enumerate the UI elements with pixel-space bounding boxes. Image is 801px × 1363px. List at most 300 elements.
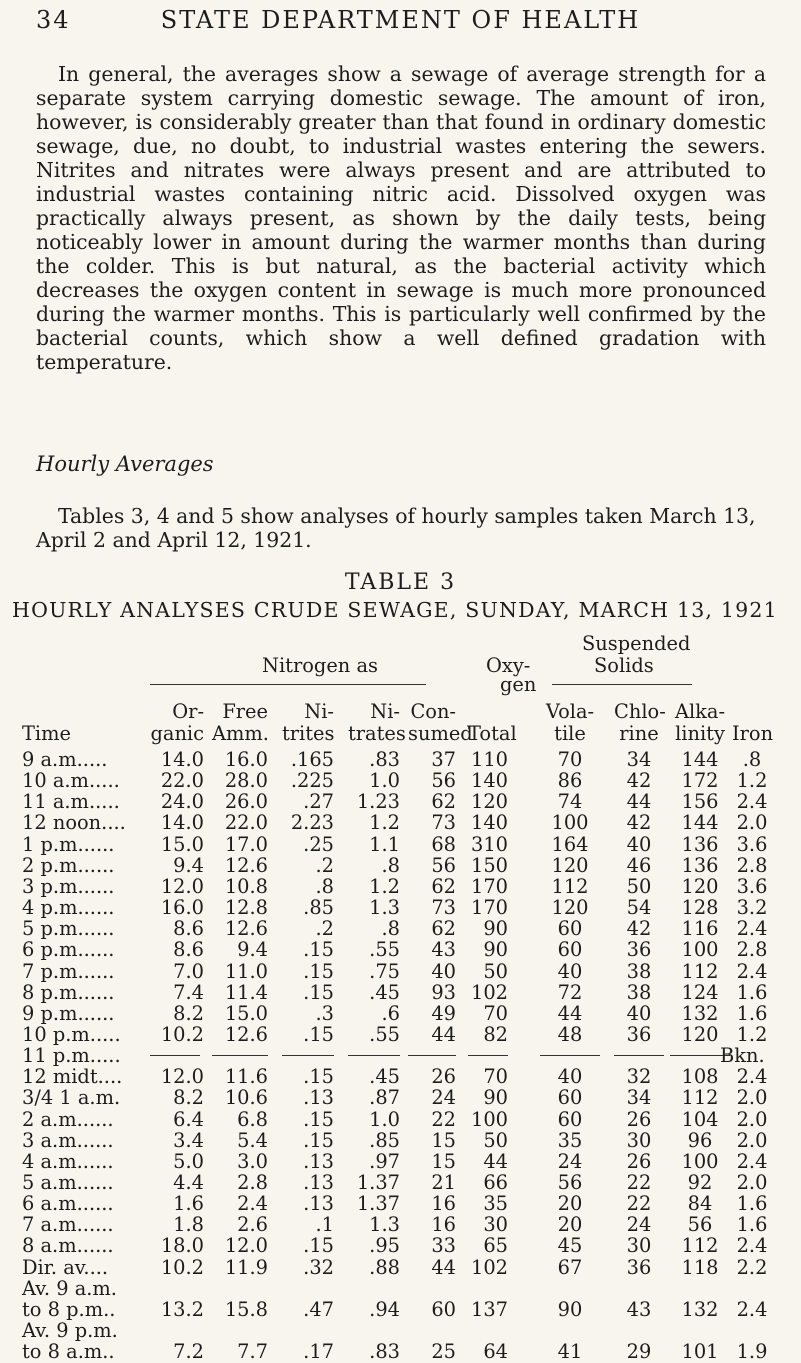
body-paragraph-2: Tables 3, 4 and 5 show analyses of hourly samples taken March 13, April 2 and April 12, 1921. [36,504,756,552]
cell-chlorine: 36 [626,1022,652,1046]
cell-total: 66 [483,1171,508,1194]
col-alkalinity-1: Alka- [674,700,726,723]
cell-ammonia: 26.0 [224,790,268,814]
cell-oxygen: 37 [431,748,456,771]
page-number: 34 [36,6,71,34]
cell-organic: 6.4 [173,1107,204,1131]
cell-iron: 2.8 [736,938,768,962]
cell-volatile: 60 [557,917,583,941]
cell-organic: 8.2 [173,1001,204,1025]
running-title: STATE DEPARTMENT OF HEALTH [160,6,641,34]
cell-organic: 4.4 [173,1171,204,1194]
cell-total: 90 [483,917,508,941]
row-time: 10 p.m..... [22,1022,121,1046]
col-iron: Iron [732,722,774,745]
cell-nitrates: 1.1 [369,832,400,856]
cell-iron: 2.0 [736,1171,768,1194]
cell-oxygen: 25 [431,1340,456,1363]
cell-total: 140 [470,811,508,835]
solids-group-header-2: Solids [594,654,654,677]
cell-ammonia: 3.0 [237,1149,268,1173]
cell-iron: 2.4 [736,959,768,983]
row-time: 3 a.m...... [22,1128,114,1152]
cell-ammonia: 16.0 [224,748,268,771]
cell-chlorine: 29 [626,1340,652,1363]
cell-nitrates: .83 [369,1340,400,1363]
cell-nitrates: 1.3 [369,1213,400,1237]
empty-cell-dash [150,1055,200,1056]
cell-nitrates: .85 [369,1128,400,1152]
cell-ammonia: 12.6 [224,1022,268,1046]
empty-cell-dash [282,1055,334,1056]
cell-nitrites: .47 [303,1297,334,1321]
cell-volatile: 24 [557,1149,583,1173]
cell-total: 44 [483,1149,508,1173]
cell-total: 64 [483,1340,508,1363]
cell-nitrates: .6 [381,1001,400,1025]
cell-volatile: 72 [557,980,583,1004]
broken-note: Bkn. [720,1044,765,1068]
cell-oxygen: 21 [431,1171,456,1194]
col-total: Total [468,722,517,745]
row-time: 4 p.m...... [22,896,115,920]
cell-alkalinity: 120 [681,1022,719,1046]
cell-chlorine: 38 [626,959,652,983]
cell-volatile: 56 [557,1171,583,1194]
row-time: 3/4 1 a.m. [22,1086,121,1110]
cell-nitrates: .55 [369,1022,400,1046]
cell-volatile: 44 [557,1001,583,1025]
cell-chlorine: 42 [626,811,652,835]
cell-oxygen: 15 [431,1128,456,1152]
cell-nitrites: .15 [303,1107,334,1131]
cell-organic: 12.0 [160,874,204,898]
cell-total: 140 [470,769,508,793]
cell-iron: 2.0 [736,1107,768,1131]
cell-oxygen: 49 [431,1001,456,1025]
cell-organic: 1.6 [173,1192,204,1216]
cell-total: 100 [470,1107,508,1131]
cell-oxygen: 26 [431,1065,456,1089]
cell-organic: 9.4 [173,853,204,877]
row-time: to 8 p.m.. [22,1297,116,1321]
cell-alkalinity: 112 [681,959,719,983]
section-subheading: Hourly Averages [36,452,214,476]
cell-iron: 2.4 [736,790,768,814]
cell-oxygen: 24 [431,1086,456,1110]
cell-total: 70 [483,1065,508,1089]
cell-alkalinity: 120 [681,874,719,898]
cell-chlorine: 34 [626,748,652,771]
cell-oxygen: 43 [431,938,456,962]
cell-alkalinity: 108 [681,1065,719,1089]
cell-alkalinity: 124 [681,980,719,1004]
cell-oxygen: 60 [431,1297,456,1321]
cell-nitrites: .2 [315,853,334,877]
cell-iron: 2.0 [736,811,768,835]
cell-oxygen: 73 [431,896,456,920]
col-ammonia-1: Free [222,700,268,723]
cell-volatile: 120 [551,896,589,920]
row-time: 2 p.m...... [22,853,115,877]
cell-nitrites: .27 [303,790,334,814]
cell-organic: 16.0 [160,896,204,920]
empty-cell-dash [540,1055,600,1056]
table-title: HOURLY ANALYSES CRUDE SEWAGE, SUNDAY, MARCH 13, 1921 [12,598,778,622]
cell-ammonia: 17.0 [224,832,268,856]
cell-oxygen: 56 [431,853,456,877]
cell-organic: 8.6 [173,938,204,962]
cell-alkalinity: 144 [681,811,719,835]
cell-oxygen: 44 [431,1255,456,1279]
cell-chlorine: 22 [626,1192,652,1216]
cell-nitrites: .8 [315,874,334,898]
cell-ammonia: 22.0 [224,811,268,835]
cell-alkalinity: 118 [681,1255,719,1279]
cell-alkalinity: 172 [681,769,719,793]
row-time: 5 a.m...... [22,1171,114,1194]
solids-group-header: Suspended [582,632,691,655]
cell-organic: 7.4 [173,980,204,1004]
col-oxygen-2: sumed [408,722,473,745]
col-organic-2: ganic [150,722,204,745]
cell-chlorine: 26 [626,1149,652,1173]
cell-ammonia: 7.7 [237,1340,268,1363]
cell-nitrates: 1.37 [356,1171,400,1194]
col-alkalinity-2: linity [675,722,725,745]
empty-cell-dash [614,1055,664,1056]
nitrogen-group-header: Nitrogen as [262,654,378,677]
cell-iron: 2.4 [736,1065,768,1089]
cell-iron: 2.8 [736,853,768,877]
cell-nitrites: .15 [303,1022,334,1046]
cell-volatile: 60 [557,1086,583,1110]
col-chlorine-2: rine [619,722,659,745]
cell-iron: 1.6 [736,1192,768,1216]
cell-oxygen: 73 [431,811,456,835]
cell-total: 30 [483,1213,508,1237]
cell-iron: 2.4 [736,1149,768,1173]
cell-nitrates: .87 [369,1086,400,1110]
cell-organic: 10.2 [160,1022,204,1046]
cell-chlorine: 54 [626,896,652,920]
cell-total: 50 [483,959,508,983]
solids-group-rule [552,684,692,685]
cell-nitrates: 1.37 [356,1192,400,1216]
row-time: 1 p.m...... [22,832,115,856]
cell-volatile: 74 [557,790,583,814]
cell-organic: 10.2 [160,1255,204,1279]
cell-alkalinity: 100 [681,1149,719,1173]
cell-nitrites: .32 [303,1255,334,1279]
cell-organic: 5.0 [173,1149,204,1173]
cell-total: 170 [470,874,508,898]
cell-oxygen: 62 [431,790,456,814]
cell-alkalinity: 56 [687,1213,713,1237]
cell-volatile: 41 [557,1340,583,1363]
empty-cell-dash [468,1055,508,1056]
cell-ammonia: 11.9 [224,1255,268,1279]
cell-alkalinity: 100 [681,938,719,962]
empty-cell-dash [348,1055,400,1056]
cell-volatile: 60 [557,938,583,962]
cell-volatile: 20 [557,1213,583,1237]
cell-volatile: 112 [551,874,589,898]
col-oxygen-1: Con- [410,700,456,723]
cell-oxygen: 62 [431,917,456,941]
table-label: TABLE 3 [344,570,457,595]
cell-organic: 22.0 [160,769,204,793]
cell-volatile: 20 [557,1192,583,1216]
cell-nitrates: .55 [369,938,400,962]
col-nitrates-2: trates [348,722,406,745]
col-nitrites-1: Ni- [304,700,334,723]
cell-iron: .8 [742,748,762,771]
cell-nitrites: .1 [315,1213,334,1237]
cell-nitrites: .15 [303,1234,334,1258]
row-time: to 8 a.m.. [22,1340,115,1363]
cell-ammonia: 6.8 [237,1107,268,1131]
cell-alkalinity: 116 [681,917,719,941]
cell-nitrates: 1.2 [369,874,400,898]
cell-oxygen: 44 [431,1022,456,1046]
cell-organic: 3.4 [173,1128,204,1152]
cell-organic: 8.6 [173,917,204,941]
cell-total: 70 [483,1001,508,1025]
cell-organic: 14.0 [160,748,204,771]
cell-iron: 1.6 [736,980,768,1004]
cell-volatile: 86 [557,769,583,793]
row-time: 2 a.m...... [22,1107,114,1131]
col-volatile-1: Vola- [545,700,595,723]
cell-oxygen: 33 [431,1234,456,1258]
cell-alkalinity: 101 [681,1340,719,1363]
cell-nitrates: .97 [369,1149,400,1173]
cell-iron: 2.4 [736,1234,768,1258]
cell-ammonia: 5.4 [237,1128,268,1152]
cell-ammonia: 9.4 [237,938,268,962]
cell-chlorine: 24 [626,1213,652,1237]
cell-nitrites: .25 [303,832,334,856]
cell-alkalinity: 144 [681,748,719,771]
cell-ammonia: 15.0 [224,1001,268,1025]
cell-organic: 18.0 [160,1234,204,1258]
row-time: 4 a.m...... [22,1149,114,1173]
row-time: 7 p.m...... [22,959,115,983]
cell-oxygen: 15 [431,1149,456,1173]
cell-volatile: 40 [557,959,583,983]
cell-iron: 2.2 [736,1255,768,1279]
empty-cell-dash [408,1055,456,1056]
cell-total: 137 [470,1297,508,1321]
cell-iron: 2.0 [736,1128,768,1152]
cell-nitrites: .15 [303,959,334,983]
cell-nitrates: 1.23 [356,790,400,814]
cell-organic: 15.0 [160,832,204,856]
cell-total: 50 [483,1128,508,1152]
cell-alkalinity: 156 [681,790,719,814]
row-time: 12 midt.... [22,1065,123,1089]
cell-total: 90 [483,938,508,962]
row-time: 9 a.m..... [22,748,108,771]
cell-ammonia: 12.0 [224,1234,268,1258]
cell-oxygen: 40 [431,959,456,983]
cell-chlorine: 36 [626,938,652,962]
cell-iron: 2.4 [736,1297,768,1321]
cell-volatile: 67 [557,1255,583,1279]
cell-nitrates: 1.3 [369,896,400,920]
cell-nitrates: .95 [369,1234,400,1258]
cell-nitrites: .13 [303,1192,334,1216]
cell-total: 35 [483,1192,508,1216]
col-time: Time [22,722,71,745]
cell-total: 120 [470,790,508,814]
cell-nitrites: .3 [315,1001,334,1025]
cell-chlorine: 32 [626,1065,652,1089]
cell-ammonia: 11.0 [224,959,268,983]
cell-oxygen: 56 [431,769,456,793]
cell-alkalinity: 112 [681,1234,719,1258]
cell-nitrates: .75 [369,959,400,983]
cell-total: 82 [483,1022,508,1046]
cell-alkalinity: 84 [687,1192,713,1216]
cell-ammonia: 12.6 [224,853,268,877]
cell-nitrites: .15 [303,1065,334,1089]
cell-alkalinity: 136 [681,832,719,856]
row-time: Av. 9 p.m. [22,1319,118,1343]
cell-volatile: 70 [557,748,583,771]
cell-volatile: 40 [557,1065,583,1089]
cell-nitrites: .15 [303,938,334,962]
cell-nitrates: .8 [381,853,400,877]
cell-volatile: 48 [557,1022,583,1046]
cell-nitrites: .15 [303,980,334,1004]
cell-nitrites: .13 [303,1171,334,1194]
cell-iron: 2.0 [736,1086,768,1110]
cell-ammonia: 10.6 [224,1086,268,1110]
cell-organic: 13.2 [160,1297,204,1321]
cell-organic: 7.0 [173,959,204,983]
cell-iron: 3.2 [736,896,768,920]
col-chlorine-1: Chlo- [614,700,666,723]
cell-iron: 2.4 [736,917,768,941]
cell-ammonia: 11.4 [224,980,268,1004]
cell-iron: 1.6 [736,1213,768,1237]
cell-alkalinity: 132 [681,1297,719,1321]
cell-chlorine: 40 [626,832,652,856]
cell-total: 90 [483,1086,508,1110]
cell-chlorine: 22 [626,1171,652,1194]
cell-chlorine: 30 [626,1234,652,1258]
cell-ammonia: 28.0 [224,769,268,793]
cell-volatile: 35 [557,1128,583,1152]
cell-total: 65 [483,1234,508,1258]
row-time: 7 a.m...... [22,1213,114,1237]
oxygen-group-header: Oxy- [486,654,531,677]
cell-total: 102 [470,980,508,1004]
row-time: Dir. av.... [22,1255,109,1279]
cell-nitrites: .15 [303,1128,334,1152]
cell-organic: 14.0 [160,811,204,835]
row-time: 10 a.m..... [22,769,120,793]
cell-nitrites: .85 [303,896,334,920]
cell-iron: 1.2 [736,769,768,793]
col-organic-1: Or- [172,700,204,723]
cell-nitrates: 1.0 [369,1107,400,1131]
cell-nitrates: .8 [381,917,400,941]
cell-nitrates: 1.2 [369,811,400,835]
cell-chlorine: 43 [626,1297,652,1321]
cell-alkalinity: 132 [681,1001,719,1025]
cell-iron: 3.6 [736,832,768,856]
cell-oxygen: 16 [431,1192,456,1216]
cell-oxygen: 62 [431,874,456,898]
cell-organic: 12.0 [160,1065,204,1089]
cell-nitrites: .13 [303,1149,334,1173]
cell-volatile: 120 [551,853,589,877]
cell-ammonia: 11.6 [224,1065,268,1089]
cell-ammonia: 10.8 [224,874,268,898]
row-time: 8 p.m...... [22,980,115,1004]
cell-chlorine: 50 [626,874,652,898]
cell-nitrates: 1.0 [369,769,400,793]
empty-cell-dash [212,1055,268,1056]
cell-chlorine: 30 [626,1128,652,1152]
cell-total: 310 [470,832,508,856]
row-time: 11 p.m..... [22,1044,121,1068]
cell-nitrites: .13 [303,1086,334,1110]
cell-iron: 1.6 [736,1001,768,1025]
cell-nitrites: .2 [315,917,334,941]
cell-alkalinity: 136 [681,853,719,877]
cell-alkalinity: 92 [687,1171,713,1194]
row-time: 12 noon.... [22,811,126,835]
cell-oxygen: 22 [431,1107,456,1131]
body-paragraph: In general, the averages show a sewage of average strength for a separate system carrying domestic sewage. The amount of iron, however, is considerably greater than that found in ordinary domestic sewage, due, no doubt, to industrial wastes entering the sewers. Nitrites and nitrates were always present and are attributed to industrial wastes containing nitric acid. Dissolved oxygen was practically always present, as shown by the daily tests, being noticeably lower in amount during the warmer months than during the colder. This is but natural, as the bacterial activity which decreases the oxygen content in sewage is much more pronounced during the warmer months. This is particularly well confirmed by the bacterial counts, which show a well defined gradation with temperature. [36,62,766,374]
cell-total: 102 [470,1255,508,1279]
cell-alkalinity: 96 [687,1128,713,1152]
cell-organic: 24.0 [160,790,204,814]
row-time: 9 p.m...... [22,1001,115,1025]
row-time: Av. 9 a.m. [22,1276,117,1300]
cell-chlorine: 34 [626,1086,652,1110]
row-time: 8 a.m...... [22,1234,114,1258]
cell-ammonia: 2.6 [237,1213,268,1237]
cell-organic: 7.2 [173,1340,204,1363]
cell-ammonia: 15.8 [224,1297,268,1321]
running-head [36,6,765,34]
cell-organic: 1.8 [173,1213,204,1237]
cell-iron: 1.9 [736,1340,768,1363]
row-time: 5 p.m...... [22,917,115,941]
cell-volatile: 90 [557,1297,583,1321]
cell-nitrites: .17 [303,1340,334,1363]
cell-nitrites: .165 [290,748,334,771]
cell-total: 170 [470,896,508,920]
cell-ammonia: 2.4 [237,1192,268,1216]
cell-ammonia: 12.8 [224,896,268,920]
col-nitrites-2: trites [282,722,335,745]
cell-chlorine: 26 [626,1107,652,1131]
cell-chlorine: 36 [626,1255,652,1279]
cell-total: 110 [470,748,508,771]
cell-volatile: 45 [557,1234,583,1258]
cell-iron: 1.2 [736,1022,768,1046]
row-time: 6 a.m...... [22,1192,114,1216]
cell-alkalinity: 104 [681,1107,719,1131]
cell-nitrates: .94 [369,1297,400,1321]
row-time: 6 p.m...... [22,938,115,962]
